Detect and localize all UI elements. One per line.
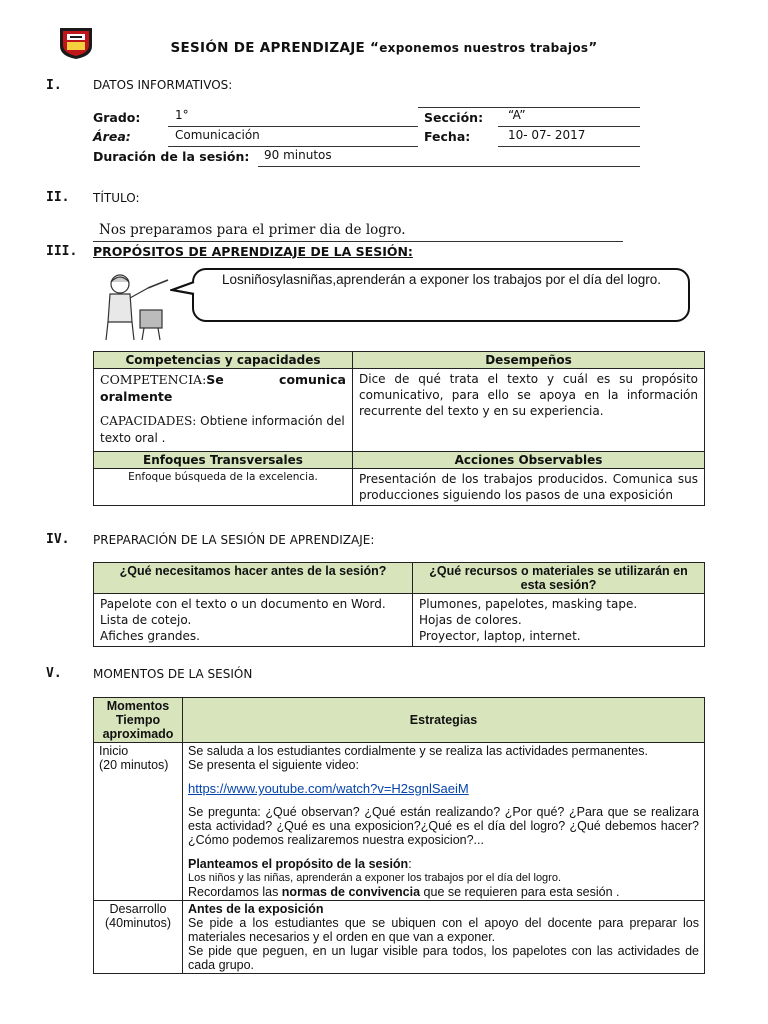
column-header: Momentos Tiempo aproximado [94,698,183,743]
section-number: IV. [46,532,70,547]
section-heading: PREPARACIÓN DE LA SESIÓN DE APRENDIZAJE: [93,533,375,547]
section-heading: TÍTULO: [93,191,140,205]
list-item: Afiches grandes. [100,629,200,643]
desarrollo-cell: Desarrollo (40minutos) [94,901,183,974]
purpose-text: Losniñosylasniñas,aprenderán a exponer los trabajos por el día del logro. [222,272,662,287]
competencia-cell: COMPETENCIA:Se comunica oralmente CAPACIDADES: Obtiene información del texto oral . [94,369,353,452]
column-header: ¿Qué necesitamos hacer antes de la sesión? [94,563,413,594]
duracion-label: Duración de la sesión: [93,149,250,164]
column-header: Competencias y capacidades [94,352,353,369]
list-item: Hojas de colores. [419,613,522,627]
section-heading: PROPÓSITOS DE APRENDIZAJE DE LA SESIÓN: [93,244,413,259]
column-header: Acciones Observables [353,452,705,469]
teacher-illustration-icon [96,270,176,342]
bubble-tail-icon [170,278,200,298]
column-header: ¿Qué recursos o materiales se utilizarán en esta sesión? [413,563,705,594]
seccion-value: “A” [508,108,526,122]
inicio-strategies: Se saluda a los estudiantes cordialmente y se realiza las actividades permanentes. Se presenta el siguiente video: https://www.youtube.com/watch?v=H2sgnlSaeiM Se pregunta: ¿Qué observan? ¿Qué están realizando? ¿Por qué? ¿Para que se realizara esta actividad? ¿Qué es una exposicion?¿Qué es el día del logro? ¿Qué debemos hacer? ¿Cómo podemos realizaremos nuestra exposicion?... Planteamos el propósito de la sesión: Los niños y las niñas, aprenderán a exponer los trabajos por el día del logro. Recordamos las normas de convivencia que se requieren para esta sesión . [183,743,705,901]
list-item: Lista de cotejo. [100,613,192,627]
area-value: Comunicación [175,128,260,142]
section-heading: DATOS INFORMATIVOS: [93,78,233,92]
grado-value: 1° [175,108,189,122]
section-number: III. [46,244,78,259]
enfoque-cell: Enfoque búsqueda de la excelencia. [94,469,353,506]
list-item: Papelote con el texto o un documento en Word. [100,597,386,611]
preparacion-right-cell [413,594,705,647]
column-header: Enfoques Transversales [94,452,353,469]
competencias-table [93,351,705,506]
grado-label: Grado: [93,110,141,125]
preparacion-left-cell [94,594,413,647]
section-number: V. [46,666,62,681]
desarrollo-strategies: Antes de la exposición Se pide a los estudiantes que se ubiquen con el apoyo del docente para preparar los materiales necesarios y el orden en que van a exponer. Se pide que peguen, en un lugar visible para todos, los papelotes con las actividades de cada grupo. [183,901,705,974]
fecha-label: Fecha: [424,129,471,144]
accion-cell: Presentación de los trabajos producidos. Comunica sus producciones siguiendo los pasos de una exposición [353,469,705,506]
desempeno-cell: Dice de qué trata el texto y cuál es su propósito comunicativo, para ello se apoya en la información recurrente del texto y en su experiencia. [353,369,705,452]
area-label: Área: [93,129,131,144]
momentos-table [93,697,705,974]
duracion-value: 90 minutos [264,148,332,162]
section-number: II. [46,190,70,205]
section-heading: MOMENTOS DE LA SESIÓN [93,667,253,681]
section-number: I. [46,78,62,93]
column-header: Estrategias [183,698,705,743]
page-title: SESIÓN DE APRENDIZAJE “exponemos nuestros trabajos” [170,40,598,56]
inicio-cell: Inicio (20 minutos) [94,743,183,901]
preparacion-table [93,562,705,647]
list-item: Proyector, laptop, internet. [419,629,581,643]
fecha-value: 10- 07- 2017 [508,128,586,142]
session-title: Nos preparamos para el primer dia de logro. [99,222,406,238]
list-item: Plumones, papelotes, masking tape. [419,597,638,611]
video-link[interactable]: https://www.youtube.com/watch?v=H2sgnlSaeiM [188,781,469,796]
column-header: Desempeños [353,352,705,369]
seccion-label: Sección: [424,110,484,125]
